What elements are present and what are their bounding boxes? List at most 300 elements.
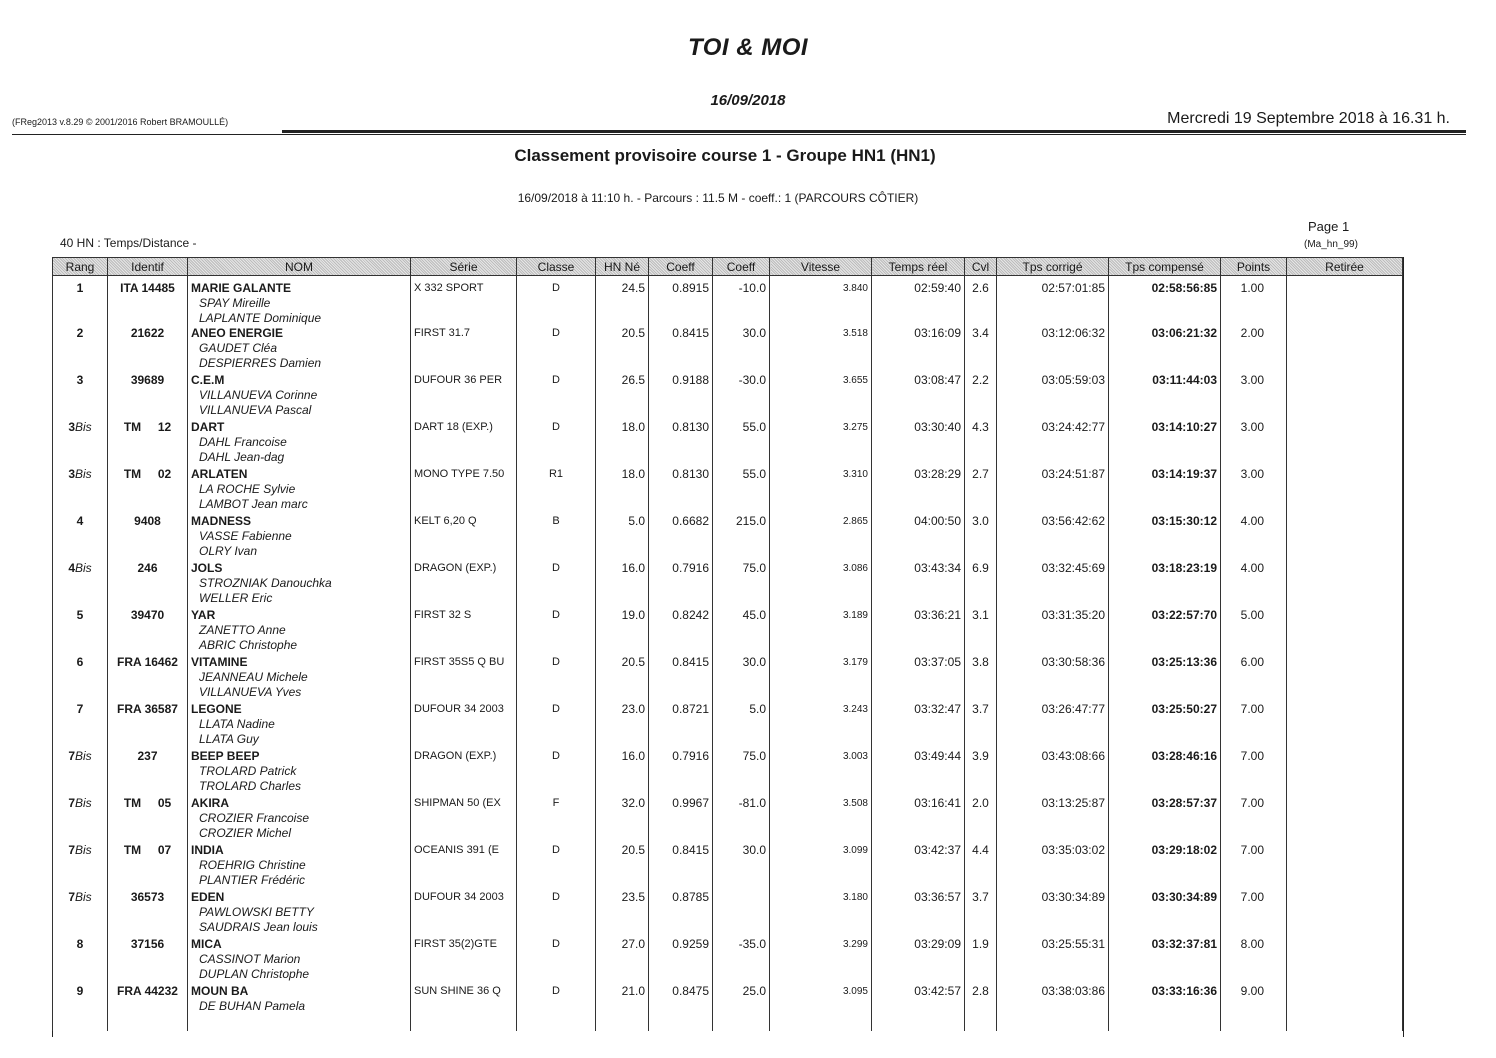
cell-rang	[53, 608, 108, 655]
cell-identif: ITA 14485	[108, 276, 188, 327]
cell-classe: D	[517, 843, 596, 890]
cell-hn: 26.5	[596, 373, 649, 420]
cell-serie: DUFOUR 36 PER	[411, 373, 517, 420]
cell-coeff2: 45.0	[713, 608, 770, 655]
cell-hn: 21.0	[596, 984, 649, 1031]
cell-cvl: 4.4	[965, 843, 997, 890]
boat-name: INDIA	[191, 843, 224, 857]
rang-bis: Bis	[75, 890, 92, 904]
boat-name: BEEP BEEP	[191, 749, 260, 763]
cell-points: 7.00	[1221, 890, 1287, 937]
cell-coeff: 0.8130	[649, 467, 713, 514]
cell-retiree	[1287, 937, 1403, 984]
cell-vitesse: 3.310	[770, 467, 872, 514]
cell-retiree	[1287, 796, 1403, 843]
cell-cvl: 3.9	[965, 749, 997, 796]
boat-name: DART	[191, 420, 225, 434]
scoring-method: 40 HN : Temps/Distance -	[60, 236, 197, 250]
cell-serie: SHIPMAN 50 (EX	[411, 796, 517, 843]
cell-tps-compense: 03:06:21:32	[1109, 326, 1221, 373]
cell-hn: 18.0	[596, 420, 649, 467]
crew-member: PAWLOWSKI BETTY	[199, 905, 314, 919]
cell-classe: D	[517, 608, 596, 655]
cell-vitesse: 3.003	[770, 749, 872, 796]
cell-retiree	[1287, 984, 1403, 1031]
cell-rang	[53, 702, 108, 749]
cell-vitesse: 3.243	[770, 702, 872, 749]
cell-cvl: 4.3	[965, 420, 997, 467]
table-row	[53, 514, 1403, 561]
cell-coeff2: -10.0	[713, 276, 770, 327]
cell-cvl: 2.7	[965, 467, 997, 514]
cell-serie: FIRST 32 S	[411, 608, 517, 655]
boat-name: JOLS	[191, 561, 223, 575]
cell-classe: D	[517, 702, 596, 749]
cell-tps-compense: 03:14:10:27	[1109, 420, 1221, 467]
cell-hn: 27.0	[596, 937, 649, 984]
crew-member: VILLANUEVA Pascal	[199, 403, 312, 417]
cell-coeff: 0.8130	[649, 420, 713, 467]
cell-coeff: 0.8721	[649, 702, 713, 749]
cell-hn: 16.0	[596, 561, 649, 608]
cell-classe: F	[517, 796, 596, 843]
cell-hn: 20.5	[596, 843, 649, 890]
rang-value: 1	[76, 281, 84, 295]
page-title: TOI & MOI	[687, 34, 809, 61]
crew-member: LA ROCHE Sylvie	[199, 482, 296, 496]
rang-bis: Bis	[75, 420, 92, 434]
cell-rang	[53, 890, 108, 937]
cell-identif: 36573	[108, 890, 188, 937]
cell-identif: 9408	[108, 514, 188, 561]
cell-vitesse: 3.275	[770, 420, 872, 467]
cell-identif: FRA 16462	[108, 655, 188, 702]
table-header-row	[53, 258, 1403, 276]
crew-member: GAUDET Cléa	[199, 341, 278, 355]
cell-temps-reel: 03:28:29	[872, 467, 965, 514]
cell-temps-reel: 03:16:09	[872, 326, 965, 373]
table-row	[53, 984, 1403, 1031]
cell-nom	[188, 843, 411, 890]
cell-classe: D	[517, 890, 596, 937]
table-row	[53, 561, 1403, 608]
rang-value: 6	[76, 655, 84, 669]
crew-member: VILLANUEVA Yves	[199, 685, 302, 699]
cell-retiree	[1287, 467, 1403, 514]
boat-name: ANEO ENERGIE	[191, 326, 284, 340]
cell-rang	[53, 373, 108, 420]
cell-serie: X 332 SPORT	[411, 276, 517, 327]
cell-nom	[188, 937, 411, 984]
cell-hn: 20.5	[596, 326, 649, 373]
boat-name: C.E.M	[191, 373, 225, 387]
cell-coeff2	[713, 890, 770, 937]
cell-coeff2: 55.0	[713, 420, 770, 467]
cell-cvl: 2.2	[965, 373, 997, 420]
cell-rang	[53, 843, 108, 890]
rang-value: 3	[68, 467, 75, 481]
cell-tps-corrige: 03:30:58:36	[997, 655, 1109, 702]
rang-value: 3	[68, 420, 75, 434]
cell-temps-reel: 03:30:40	[872, 420, 965, 467]
cell-coeff: 0.8415	[649, 655, 713, 702]
cell-cvl: 3.1	[965, 608, 997, 655]
table-row	[53, 608, 1403, 655]
cell-retiree	[1287, 326, 1403, 373]
cell-points: 3.00	[1221, 420, 1287, 467]
table-row	[53, 373, 1403, 420]
cell-coeff2: 215.0	[713, 514, 770, 561]
rang-value: 9	[76, 984, 84, 998]
cell-nom	[188, 608, 411, 655]
crew-member: LAPLANTE Dominique	[199, 311, 322, 325]
cell-nom	[188, 514, 411, 561]
cell-classe: R1	[517, 467, 596, 514]
crew-member: DE BUHAN Pamela	[199, 999, 306, 1013]
cell-retiree	[1287, 561, 1403, 608]
cell-coeff2: 75.0	[713, 749, 770, 796]
cell-cvl: 3.8	[965, 655, 997, 702]
cell-cvl: 6.9	[965, 561, 997, 608]
cell-temps-reel: 03:37:05	[872, 655, 965, 702]
cell-vitesse: 3.179	[770, 655, 872, 702]
cell-temps-reel: 03:36:21	[872, 608, 965, 655]
rang-value: 7	[68, 890, 75, 904]
cell-temps-reel: 03:29:09	[872, 937, 965, 984]
cell-coeff2: 5.0	[713, 702, 770, 749]
table-row	[53, 937, 1403, 984]
cell-coeff2: -81.0	[713, 796, 770, 843]
cell-coeff: 0.8475	[649, 984, 713, 1031]
cell-vitesse: 3.508	[770, 796, 872, 843]
ranking-subtitle: Classement provisoire course 1 - Groupe HN1 (HN1)	[514, 146, 936, 165]
cell-rang	[53, 276, 108, 327]
cell-tps-compense: 03:33:16:36	[1109, 984, 1221, 1031]
boat-name: LEGONE	[191, 702, 242, 716]
cell-temps-reel: 02:59:40	[872, 276, 965, 327]
cell-identif: FRA 36587	[108, 702, 188, 749]
crew-member: LAMBOT Jean marc	[199, 497, 308, 511]
cell-points: 4.00	[1221, 514, 1287, 561]
cell-vitesse: 3.655	[770, 373, 872, 420]
cell-tps-corrige: 03:12:06:32	[997, 326, 1109, 373]
cell-cvl: 3.0	[965, 514, 997, 561]
cell-nom	[188, 749, 411, 796]
rang-value: 8	[76, 937, 84, 951]
cell-vitesse: 3.086	[770, 561, 872, 608]
cell-coeff: 0.8242	[649, 608, 713, 655]
cell-temps-reel: 04:00:50	[872, 514, 965, 561]
col-header-points: Points	[1221, 258, 1287, 276]
cell-temps-reel: 03:16:41	[872, 796, 965, 843]
cell-rang	[53, 937, 108, 984]
cell-rang	[53, 796, 108, 843]
cell-tps-compense: 03:29:18:02	[1109, 843, 1221, 890]
boat-name: MOUN BA	[191, 984, 249, 998]
crew-member: LLATA Nadine	[199, 717, 275, 731]
cell-temps-reel: 03:42:57	[872, 984, 965, 1031]
cell-classe: D	[517, 326, 596, 373]
software-credit: (FReg2013 v.8.29 © 2001/2016 Robert BRAMOULLÉ)	[12, 117, 229, 127]
cell-identif: 39689	[108, 373, 188, 420]
cell-retiree	[1287, 749, 1403, 796]
rang-value: 7	[68, 796, 75, 810]
cell-vitesse: 3.189	[770, 608, 872, 655]
cell-classe: D	[517, 655, 596, 702]
crew-member: SAUDRAIS Jean louis	[199, 920, 318, 934]
table-row	[53, 796, 1403, 843]
cell-points: 6.00	[1221, 655, 1287, 702]
cell-rang	[53, 514, 108, 561]
crew-member: OLRY Ivan	[199, 544, 258, 558]
crew-member: VILLANUEVA Corinne	[199, 388, 318, 402]
cell-serie: SUN SHINE 36 Q	[411, 984, 517, 1031]
cell-classe: D	[517, 373, 596, 420]
cell-tps-corrige: 03:26:47:77	[997, 702, 1109, 749]
cell-nom	[188, 561, 411, 608]
cell-coeff2: 30.0	[713, 655, 770, 702]
cell-points: 7.00	[1221, 843, 1287, 890]
cell-tps-compense: 03:28:46:16	[1109, 749, 1221, 796]
rang-value: 7	[76, 702, 84, 716]
cell-coeff: 0.8415	[649, 326, 713, 373]
crew-member: DUPLAN Christophe	[199, 967, 310, 981]
cell-serie: FIRST 35(2)GTE	[411, 937, 517, 984]
cell-temps-reel: 03:42:37	[872, 843, 965, 890]
col-header-vitesse: Vitesse	[770, 258, 872, 276]
cell-identif: 237	[108, 749, 188, 796]
cell-nom	[188, 326, 411, 373]
cell-rang	[53, 467, 108, 514]
cell-tps-compense: 03:25:50:27	[1109, 702, 1221, 749]
cell-cvl: 1.9	[965, 937, 997, 984]
crew-member: ROEHRIG Christine	[199, 858, 306, 872]
cell-rang	[53, 984, 108, 1031]
cell-serie: DUFOUR 34 2003	[411, 702, 517, 749]
cell-nom	[188, 655, 411, 702]
cell-tps-corrige: 03:30:34:89	[997, 890, 1109, 937]
col-header-coeff: Coeff	[649, 258, 713, 276]
col-header-cvl: Cvl	[965, 258, 997, 276]
cell-cvl: 3.7	[965, 890, 997, 937]
cell-classe: D	[517, 420, 596, 467]
table-row	[53, 326, 1403, 373]
cell-retiree	[1287, 702, 1403, 749]
table-row	[53, 276, 1403, 327]
cell-tps-corrige: 02:57:01:85	[997, 276, 1109, 327]
cell-retiree	[1287, 608, 1403, 655]
boat-name: MADNESS	[191, 514, 252, 528]
cell-nom	[188, 467, 411, 514]
header-rule	[282, 130, 1466, 133]
cell-vitesse: 3.180	[770, 890, 872, 937]
crew-member: STROZNIAK Danouchka	[199, 576, 332, 590]
cell-coeff: 0.9188	[649, 373, 713, 420]
cell-tps-compense: 03:18:23:19	[1109, 561, 1221, 608]
col-header-temps-reel: Temps réel	[872, 258, 965, 276]
cell-rang	[53, 326, 108, 373]
cell-hn: 16.0	[596, 749, 649, 796]
cell-vitesse: 3.299	[770, 937, 872, 984]
cell-retiree	[1287, 655, 1403, 702]
cell-tps-corrige: 03:13:25:87	[997, 796, 1109, 843]
cell-identif: 39470	[108, 608, 188, 655]
cell-serie: FIRST 35S5 Q BU	[411, 655, 517, 702]
cell-tps-compense: 03:14:19:37	[1109, 467, 1221, 514]
cell-classe: D	[517, 749, 596, 796]
cell-hn: 32.0	[596, 796, 649, 843]
cell-identif: FRA 44232	[108, 984, 188, 1031]
col-header-serie: Série	[411, 258, 517, 276]
cell-cvl: 2.8	[965, 984, 997, 1031]
table-row	[53, 749, 1403, 796]
col-header-tps-compense: Tps compensé	[1109, 258, 1221, 276]
cell-nom	[188, 420, 411, 467]
cell-points: 1.00	[1221, 276, 1287, 327]
cell-cvl: 3.4	[965, 326, 997, 373]
cell-serie: FIRST 31.7	[411, 326, 517, 373]
rang-bis: Bis	[75, 843, 92, 857]
boat-name: AKIRA	[191, 796, 229, 810]
cell-classe: D	[517, 276, 596, 327]
rang-bis: Bis	[75, 467, 92, 481]
cell-tps-corrige: 03:25:55:31	[997, 937, 1109, 984]
cell-nom	[188, 984, 411, 1031]
crew-member: ZANETTO Anne	[199, 623, 286, 637]
cell-coeff2: -30.0	[713, 373, 770, 420]
crew-member: DAHL Francoise	[199, 435, 287, 449]
cell-tps-corrige: 03:31:35:20	[997, 608, 1109, 655]
results-table	[52, 257, 1403, 1031]
cell-classe: D	[517, 984, 596, 1031]
cell-tps-corrige: 03:38:03:86	[997, 984, 1109, 1031]
col-header-rang: Rang	[53, 258, 108, 276]
rang-bis: Bis	[75, 749, 92, 763]
table-row	[53, 655, 1403, 702]
cell-tps-compense: 03:32:37:81	[1109, 937, 1221, 984]
cell-rang	[53, 420, 108, 467]
cell-cvl: 3.7	[965, 702, 997, 749]
rang-value: 4	[68, 561, 75, 575]
cell-points: 5.00	[1221, 608, 1287, 655]
col-header-tps-corrige: Tps corrigé	[997, 258, 1109, 276]
crew-member: CROZIER Michel	[199, 826, 292, 840]
crew-member: CASSINOT Marion	[199, 952, 301, 966]
cell-identif: 37156	[108, 937, 188, 984]
cell-tps-compense: 03:11:44:03	[1109, 373, 1221, 420]
print-date: Mercredi 19 Septembre 2018 à 16.31 h.	[1167, 110, 1450, 127]
cell-nom	[188, 276, 411, 327]
cell-coeff2: -35.0	[713, 937, 770, 984]
boat-name: VITAMINE	[191, 655, 248, 669]
cell-classe: D	[517, 561, 596, 608]
race-date: 16/09/2018	[710, 92, 786, 109]
cell-retiree	[1287, 514, 1403, 561]
cell-vitesse: 3.518	[770, 326, 872, 373]
cell-serie: DART 18 (EXP.)	[411, 420, 517, 467]
boat-name: ARLATEN	[191, 467, 248, 481]
cell-rang	[53, 561, 108, 608]
cell-coeff2: 75.0	[713, 561, 770, 608]
page-reference: (Ma_hn_99)	[1304, 239, 1358, 250]
cell-serie: MONO TYPE 7.50	[411, 467, 517, 514]
cell-identif: 246	[108, 561, 188, 608]
rang-value: 4	[76, 514, 84, 528]
cell-tps-corrige: 03:32:45:69	[997, 561, 1109, 608]
rang-bis: Bis	[75, 561, 92, 575]
cell-tps-compense: 03:28:57:37	[1109, 796, 1221, 843]
cell-points: 7.00	[1221, 796, 1287, 843]
cell-serie: DUFOUR 34 2003	[411, 890, 517, 937]
cell-hn: 20.5	[596, 655, 649, 702]
cell-nom	[188, 373, 411, 420]
cell-tps-corrige: 03:56:42:62	[997, 514, 1109, 561]
boat-name: MARIE GALANTE	[191, 281, 291, 295]
cell-hn: 18.0	[596, 467, 649, 514]
cell-points: 3.00	[1221, 373, 1287, 420]
cell-retiree	[1287, 276, 1403, 327]
cell-nom	[188, 890, 411, 937]
cell-rang	[53, 655, 108, 702]
cell-temps-reel: 03:32:47	[872, 702, 965, 749]
cell-coeff2: 55.0	[713, 467, 770, 514]
cell-identif: TM 05	[108, 796, 188, 843]
rang-bis: Bis	[75, 796, 92, 810]
cell-points: 2.00	[1221, 326, 1287, 373]
cell-serie: OCEANIS 391 (E	[411, 843, 517, 890]
header-rule-thin	[12, 134, 1466, 135]
crew-member: CROZIER Francoise	[199, 811, 310, 825]
race-info: 16/09/2018 à 11:10 h. - Parcours : 11.5 M - coeff.: 1 (PARCOURS CÔTIER)	[517, 191, 919, 205]
cell-points: 7.00	[1221, 749, 1287, 796]
table-row	[53, 467, 1403, 514]
cell-hn: 24.5	[596, 276, 649, 327]
cell-identif: TM 12	[108, 420, 188, 467]
cell-tps-corrige: 03:43:08:66	[997, 749, 1109, 796]
boat-name: MICA	[191, 937, 222, 951]
cell-cvl: 2.6	[965, 276, 997, 327]
rang-value: 5	[76, 608, 84, 622]
cell-coeff: 0.9967	[649, 796, 713, 843]
cell-classe: D	[517, 937, 596, 984]
cell-retiree	[1287, 373, 1403, 420]
col-header-retiree: Retirée	[1287, 258, 1403, 276]
crew-member: DESPIERRES Damien	[199, 356, 322, 370]
cell-points: 4.00	[1221, 561, 1287, 608]
cell-points: 7.00	[1221, 702, 1287, 749]
cell-hn: 5.0	[596, 514, 649, 561]
cell-tps-corrige: 03:35:03:02	[997, 843, 1109, 890]
cell-vitesse: 3.840	[770, 276, 872, 327]
cell-hn: 23.0	[596, 702, 649, 749]
crew-member: SPAY Mireille	[199, 296, 271, 310]
cell-tps-corrige: 03:24:42:77	[997, 420, 1109, 467]
cell-rang	[53, 749, 108, 796]
cell-coeff: 0.8415	[649, 843, 713, 890]
cell-coeff2: 30.0	[713, 326, 770, 373]
boat-name: EDEN	[191, 890, 225, 904]
cell-temps-reel: 03:08:47	[872, 373, 965, 420]
cell-hn: 23.5	[596, 890, 649, 937]
col-header-coeff2: Coeff	[713, 258, 770, 276]
col-header-hn: HN Né	[596, 258, 649, 276]
cell-hn: 19.0	[596, 608, 649, 655]
cell-tps-corrige: 03:05:59:03	[997, 373, 1109, 420]
cell-retiree	[1287, 420, 1403, 467]
cell-temps-reel: 03:43:34	[872, 561, 965, 608]
cell-coeff2: 25.0	[713, 984, 770, 1031]
cell-points: 3.00	[1221, 467, 1287, 514]
